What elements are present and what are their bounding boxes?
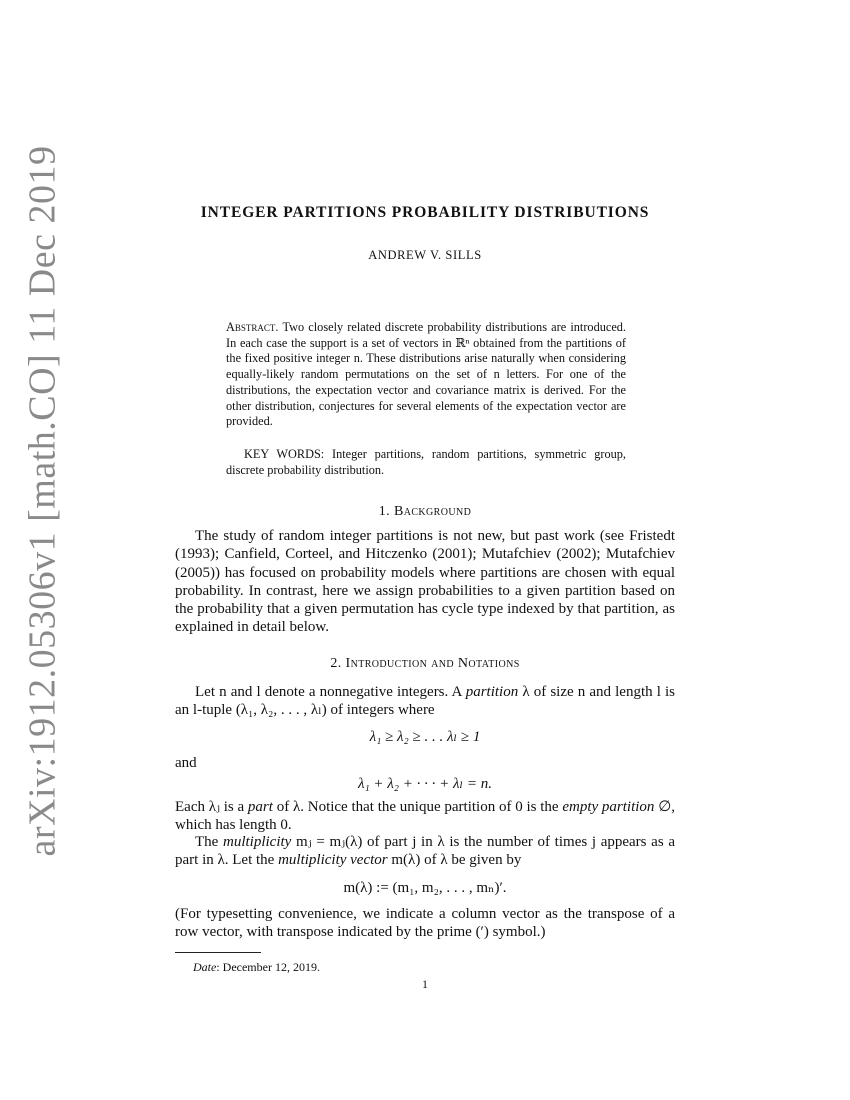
part-text-a: Each λⱼ is a	[175, 799, 245, 815]
equation-sum: λ₁ + λ₂ + · · · + λₗ = n.	[357, 776, 493, 792]
typesetting-note-paragraph: (For typesetting convenience, we indicate a column vector as the transpose of a row vector, with transpose indicated by the prime (′) symbol.)	[175, 906, 675, 941]
background-paragraph: The study of random integer partitions is not new, but past work (see Fristedt (1993); Canfield, Corteel, and Hitczenko (2001); Mutafchiev (2002); Mutafchiev (2005)) has focused on probability models where partitions are chosen with equal probability. In contrast, here we assign probabilities to a given partition based on the probability that a given permutation has cycle type indexed by that partition, as explained in detail below.	[175, 528, 675, 636]
abstract-label: Abstract.	[226, 320, 279, 334]
page-number: 1	[422, 977, 428, 991]
multiplicity-term: multiplicity	[223, 834, 292, 850]
and-word: and	[175, 755, 197, 771]
mult-text-a: The	[195, 834, 219, 850]
equation-multiplicity-vector	[175, 878, 675, 897]
footnote-label: Date	[193, 960, 217, 974]
multiplicity-paragraph	[175, 833, 675, 870]
author-name: ANDREW V. SILLS	[368, 248, 482, 262]
arxiv-stamp	[16, 145, 68, 857]
mult-text-b: mⱼ = mⱼ(λ) of part j in λ is the number of times j appears as a part in λ. Let the	[175, 834, 676, 869]
footnote-text: : December 12, 2019.	[216, 960, 320, 974]
abstract-text: Two closely related discrete probability distributions are introduced. In each case the support is a set of vectors in ℝⁿ obtained from the partitions of the fixed positive integer n. These distributions arise naturally when considering equally-likely random permutations on the set of n letters. For one of the distributions, the expectation vector and covariance matrix is derived. For the other distribution, conjectures for several elements of the expectation vector are provided.	[226, 320, 627, 429]
mult-text-c: m(λ) of λ be given by	[391, 852, 522, 869]
equation-ordering: λ₁ ≥ λ₂ ≥ . . . λₗ ≥ 1	[369, 729, 481, 745]
paper-title: INTEGER PARTITIONS PROBABILITY DISTRIBUTIONS	[200, 204, 650, 221]
section-heading-introduction: 2. Introduction and Notations	[330, 656, 520, 671]
abstract	[226, 320, 626, 430]
part-text-c: ∅, which has length 0.	[175, 799, 676, 834]
partition-text-a: Let n and l denote a nonnegative integers. A	[195, 684, 462, 700]
partition-text-b: λ of size n and length l is an l-tuple (λ₁, λ₂, . . . , λₗ) of integers where	[175, 684, 676, 719]
footnote-rule	[175, 952, 261, 953]
partition-term: partition	[465, 684, 519, 700]
arxiv-stamp-text: arXiv:1912.05306v1 [math.CO] 11 Dec 2019	[21, 145, 64, 857]
part-definition-paragraph	[175, 798, 675, 835]
equation-multiplicity-vector-text: m(λ) := (m₁, m₂, . . . , mₙ)′.	[343, 880, 507, 896]
footnote-date	[193, 960, 320, 975]
keywords: KEY WORDS: Integer partitions, random partitions, symmetric group, discrete probability distribution.	[226, 447, 626, 477]
multiplicity-vector-term: multiplicity vector	[278, 852, 388, 869]
part-text-b: of λ. Notice that the unique partition of 0 is the	[276, 799, 559, 815]
section-heading-background: 1. Background	[378, 504, 472, 519]
empty-partition-term: empty partition	[562, 799, 655, 815]
part-term: part	[247, 799, 273, 815]
partition-definition-paragraph	[175, 683, 675, 720]
